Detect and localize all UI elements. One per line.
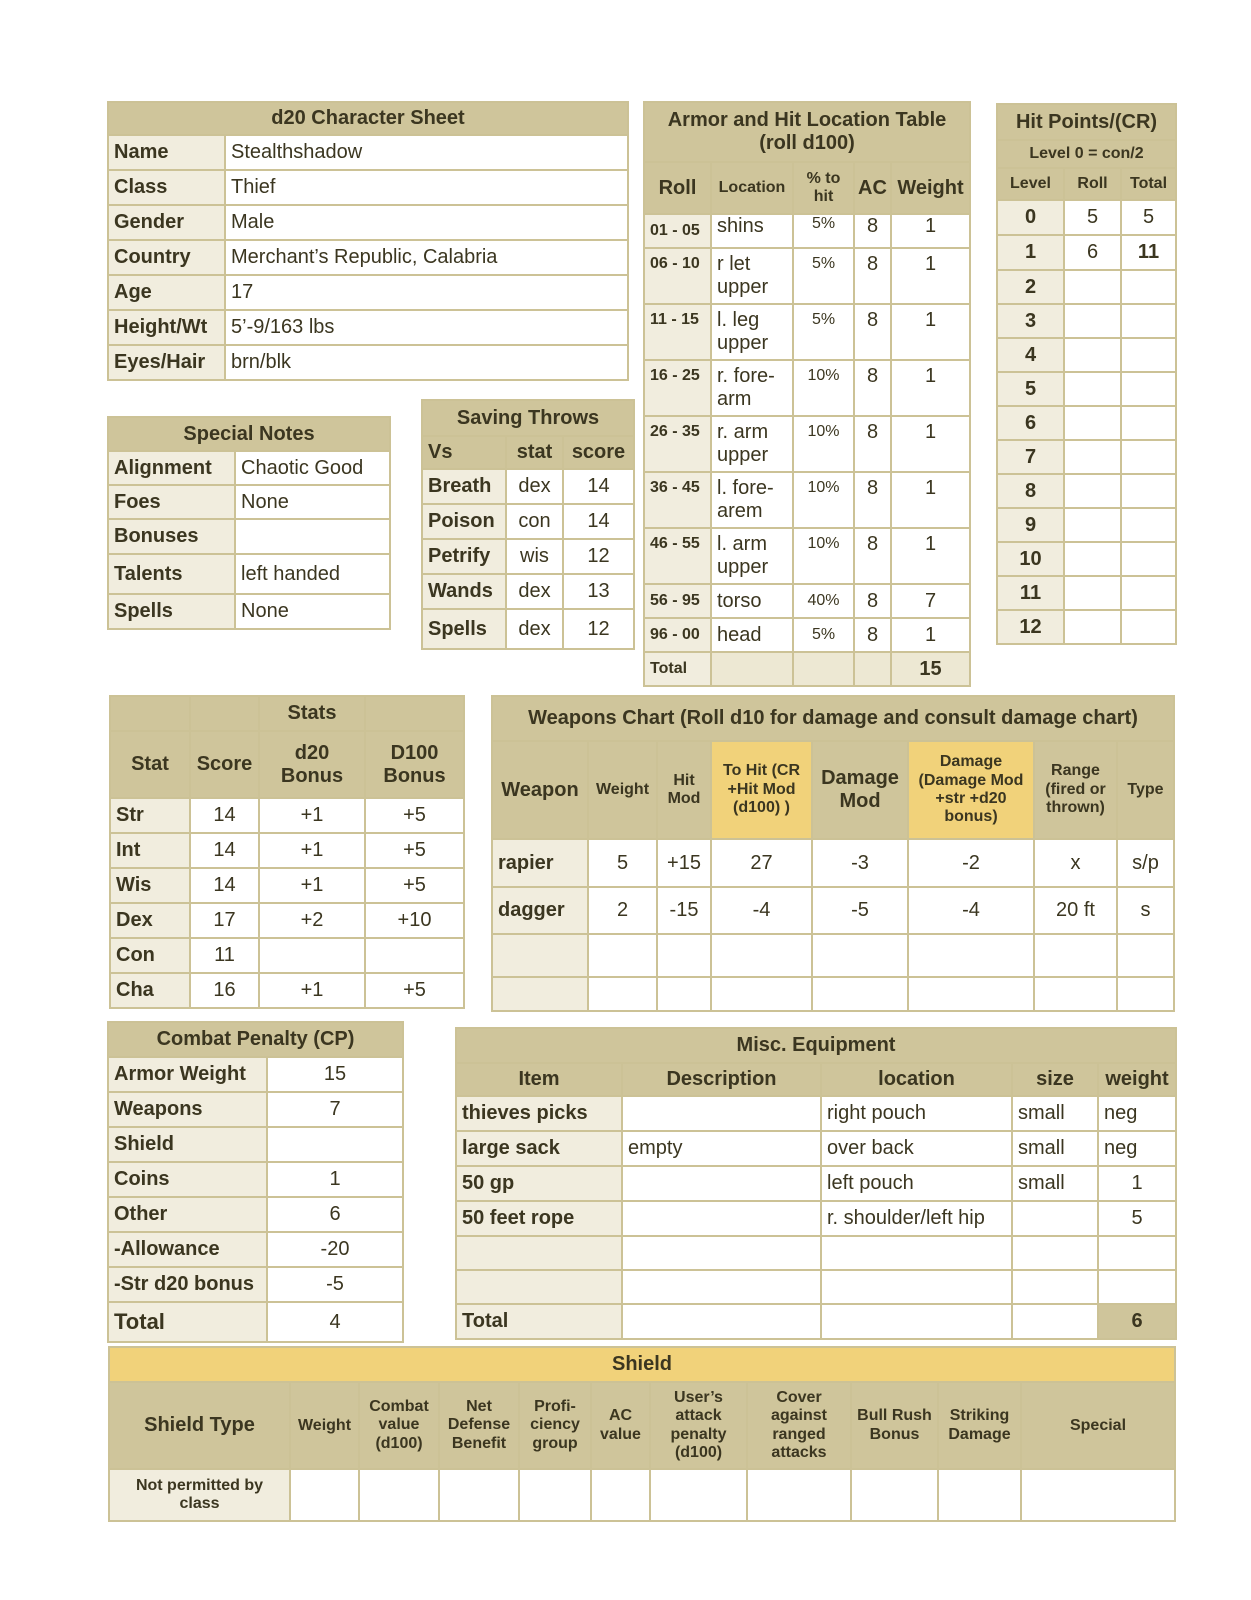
armor-ac: 8: [854, 360, 891, 416]
armor-pct: 10%: [793, 472, 854, 528]
equip-total-value: 6: [1098, 1304, 1176, 1339]
equipment-row: [456, 1096, 1176, 1131]
hp-total: [1121, 406, 1176, 440]
weapon-name: rapier: [492, 839, 588, 887]
hp-total: [1121, 372, 1176, 406]
cp-value: -5: [267, 1267, 403, 1302]
equip-description: [622, 1166, 821, 1201]
hp-roll: [1064, 508, 1121, 542]
hp-roll: [1064, 406, 1121, 440]
bonuses-value: [235, 519, 390, 554]
hp-total: [1121, 338, 1176, 372]
armor-row: [644, 472, 970, 528]
armor-ac: 8: [854, 248, 891, 304]
saving-header-stat: stat: [506, 436, 563, 469]
combat-penalty-title: Combat Penalty (CP): [108, 1022, 403, 1057]
cp-label: Coins: [108, 1162, 267, 1197]
age-value: 17: [225, 275, 628, 310]
armor-ac: 8: [854, 304, 891, 360]
hp-header-roll: Roll: [1064, 168, 1121, 200]
equip-description: empty: [622, 1131, 821, 1166]
stat-name: Cha: [110, 973, 190, 1008]
foes-value: None: [235, 485, 390, 519]
equip-weight: neg: [1098, 1096, 1176, 1131]
armor-panel: [643, 101, 971, 687]
armor-total-label: Total: [644, 652, 711, 686]
armor-location: head: [711, 618, 793, 652]
stat-score: 17: [190, 903, 259, 938]
armor-row: [644, 528, 970, 584]
weapons-header-range: Range (fired or thrown): [1034, 741, 1117, 839]
hp-roll: 6: [1064, 235, 1121, 270]
stats-panel: [109, 695, 465, 1009]
shield-row: [109, 1469, 1175, 1521]
cp-label: Armor Weight: [108, 1057, 267, 1092]
equipment-panel: [455, 1027, 1177, 1340]
character-table: [107, 101, 629, 381]
stat-score: 14: [190, 798, 259, 833]
weapon-range: 20 ft: [1034, 887, 1117, 934]
weapon-row: [492, 839, 1174, 887]
name-label: Name: [108, 135, 225, 170]
weapon-weight: 2: [588, 887, 657, 934]
hp-total: 5: [1121, 200, 1176, 235]
hitpoints-panel: [996, 103, 1177, 645]
cp-value: 6: [267, 1197, 403, 1232]
shield-header-net-defense: Net Defense Benefit: [439, 1382, 519, 1469]
country-label: Country: [108, 240, 225, 275]
stats-header-stat: Stat: [110, 731, 190, 798]
stat-d100: +5: [365, 798, 464, 833]
armor-weight: 1: [891, 214, 970, 248]
stat-d20: +1: [259, 798, 365, 833]
armor-roll: 11 - 15: [644, 304, 711, 360]
equip-total-label: Total: [456, 1304, 622, 1339]
hp-level: 1: [997, 235, 1064, 270]
armor-location: shins: [711, 214, 793, 248]
equip-weight: 1: [1098, 1166, 1176, 1201]
armor-weight: 1: [891, 360, 970, 416]
shield-header-combat: Combat value (d100): [359, 1382, 439, 1469]
hp-level: 12: [997, 610, 1064, 644]
armor-header-roll: Roll: [644, 162, 711, 214]
weapons-header-weapon: Weapon: [492, 741, 588, 839]
bonuses-label: Bonuses: [108, 519, 235, 554]
armor-weight: 1: [891, 248, 970, 304]
weapon-range: x: [1034, 839, 1117, 887]
shield-header-type: Shield Type: [109, 1382, 290, 1469]
armor-roll: 56 - 95: [644, 584, 711, 618]
equip-weight: 5: [1098, 1201, 1176, 1236]
hp-roll: [1064, 474, 1121, 508]
stat-d20: +1: [259, 868, 365, 903]
stats-table: [109, 695, 465, 1009]
talents-value: left handed: [235, 554, 390, 594]
equipment-title: Misc. Equipment: [456, 1028, 1176, 1063]
cp-value: [267, 1127, 403, 1162]
shield-header-ac: AC value: [591, 1382, 650, 1469]
hp-level: 4: [997, 338, 1064, 372]
cp-total-label: Total: [108, 1302, 267, 1342]
saving-score: 12: [563, 609, 634, 649]
armor-ac: 8: [854, 584, 891, 618]
cp-value: 7: [267, 1092, 403, 1127]
saving-throws-panel: [421, 399, 635, 650]
weapons-header-type: Type: [1117, 741, 1174, 839]
armor-weight: 1: [891, 304, 970, 360]
armor-row: [644, 618, 970, 652]
shield-header-special: Special: [1021, 1382, 1175, 1469]
special-notes-table: [107, 416, 391, 630]
shield-header-attack-penalty: User’s attack penalty (d100): [650, 1382, 747, 1469]
hp-total: [1121, 440, 1176, 474]
armor-weight: 7: [891, 584, 970, 618]
weapon-type: s/p: [1117, 839, 1174, 887]
stat-name: Dex: [110, 903, 190, 938]
cp-label: Weapons: [108, 1092, 267, 1127]
shield-type-value: Not permitted by class: [109, 1469, 290, 1521]
hp-total: [1121, 610, 1176, 644]
armor-location: r. fore-arm: [711, 360, 793, 416]
stat-score: 11: [190, 938, 259, 973]
stat-d20: +1: [259, 973, 365, 1008]
equip-location: right pouch: [821, 1096, 1012, 1131]
weapon-tohit: 27: [711, 839, 812, 887]
equip-item: 50 feet rope: [456, 1201, 622, 1236]
equip-header-item: Item: [456, 1063, 622, 1096]
hp-level: 5: [997, 372, 1064, 406]
hp-roll: [1064, 440, 1121, 474]
stat-name: Int: [110, 833, 190, 868]
armor-weight: 1: [891, 618, 970, 652]
weapon-row: [492, 887, 1174, 934]
hp-level: 3: [997, 304, 1064, 338]
hp-roll: [1064, 338, 1121, 372]
armor-weight: 1: [891, 472, 970, 528]
stat-name: Wis: [110, 868, 190, 903]
character-panel: [107, 101, 629, 381]
saving-header-vs: Vs: [422, 436, 506, 469]
saving-stat: con: [506, 504, 563, 539]
shield-title: Shield: [109, 1347, 1175, 1382]
armor-pct: 5%: [793, 618, 854, 652]
equipment-row: [456, 1201, 1176, 1236]
saving-vs: Breath: [422, 469, 506, 504]
armor-header-weight: Weight: [891, 162, 970, 214]
armor-roll: 01 - 05: [644, 214, 711, 248]
armor-header-pct: % to hit: [793, 162, 854, 214]
hp-roll: [1064, 576, 1121, 610]
shield-header-bull-rush: Bull Rush Bonus: [851, 1382, 938, 1469]
armor-header-location: Location: [711, 162, 793, 214]
stat-score: 16: [190, 973, 259, 1008]
stat-d100: [365, 938, 464, 973]
saving-throws-table: [421, 399, 635, 650]
armor-roll: 06 - 10: [644, 248, 711, 304]
armor-weight: 1: [891, 416, 970, 472]
stat-name: Con: [110, 938, 190, 973]
weapons-panel: [491, 695, 1175, 1012]
armor-pct: 10%: [793, 360, 854, 416]
weapons-header-tohit: To Hit (CR +Hit Mod (d100) ): [711, 741, 812, 839]
stats-title: Stats: [259, 696, 365, 731]
hp-header-total: Total: [1121, 168, 1176, 200]
stat-d20: [259, 938, 365, 973]
hp-level: 6: [997, 406, 1064, 440]
equip-location: r. shoulder/left hip: [821, 1201, 1012, 1236]
weapons-header-damage: Damage (Damage Mod +str +d20 bonus): [908, 741, 1034, 839]
weapon-damage: -2: [908, 839, 1034, 887]
armor-row: [644, 304, 970, 360]
armor-ac: 8: [854, 528, 891, 584]
armor-roll: 16 - 25: [644, 360, 711, 416]
shield-header-weight: Weight: [290, 1382, 359, 1469]
stat-d100: +5: [365, 868, 464, 903]
armor-roll: 96 - 00: [644, 618, 711, 652]
armor-roll: 36 - 45: [644, 472, 711, 528]
combat-penalty-panel: [107, 1021, 404, 1343]
armor-pct: 5%: [793, 248, 854, 304]
armor-weight: 1: [891, 528, 970, 584]
shield-header-striking: Striking Damage: [938, 1382, 1021, 1469]
spells-label: Spells: [108, 594, 235, 629]
cp-label: Other: [108, 1197, 267, 1232]
equip-item: 50 gp: [456, 1166, 622, 1201]
saving-throws-title: Saving Throws: [422, 400, 634, 436]
saving-stat: dex: [506, 609, 563, 649]
stat-d100: +5: [365, 833, 464, 868]
foes-label: Foes: [108, 485, 235, 519]
weapons-title: Weapons Chart (Roll d10 for damage and consult damage chart): [492, 696, 1174, 741]
armor-roll: 26 - 35: [644, 416, 711, 472]
weapon-hitmod: -15: [657, 887, 711, 934]
hp-total: [1121, 304, 1176, 338]
hp-level: 2: [997, 270, 1064, 304]
saving-stat: dex: [506, 469, 563, 504]
saving-header-score: score: [563, 436, 634, 469]
armor-location: l. arm upper: [711, 528, 793, 584]
shield-header-cover: Cover against ranged attacks: [747, 1382, 851, 1469]
hp-level: 8: [997, 474, 1064, 508]
equipment-row-empty: [456, 1236, 1176, 1270]
stat-score: 14: [190, 833, 259, 868]
armor-pct: 10%: [793, 416, 854, 472]
country-value: Merchant’s Republic, Calabria: [225, 240, 628, 275]
weapons-header-damagemod: Damage Mod: [812, 741, 908, 839]
saving-score: 13: [563, 574, 634, 609]
eyes-hair-value: brn/blk: [225, 345, 628, 380]
saving-vs: Wands: [422, 574, 506, 609]
shield-table: [108, 1346, 1176, 1522]
armor-ac: 8: [854, 214, 891, 248]
stat-name: Str: [110, 798, 190, 833]
weapon-weight: 5: [588, 839, 657, 887]
stat-d20: +1: [259, 833, 365, 868]
eyes-hair-label: Eyes/Hair: [108, 345, 225, 380]
hp-header-level: Level: [997, 168, 1064, 200]
saving-stat: dex: [506, 574, 563, 609]
height-weight-value: 5’-9/163 lbs: [225, 310, 628, 345]
gender-value: Male: [225, 205, 628, 240]
armor-title: Armor and Hit Location Table (roll d100): [644, 102, 970, 162]
gender-label: Gender: [108, 205, 225, 240]
armor-row: [644, 416, 970, 472]
shield-header-proficiency: Profi-ciency group: [519, 1382, 591, 1469]
weapon-row-empty: [492, 934, 1174, 977]
hp-roll: [1064, 542, 1121, 576]
armor-ac: 8: [854, 416, 891, 472]
talents-label: Talents: [108, 554, 235, 594]
equip-header-description: Description: [622, 1063, 821, 1096]
armor-row: [644, 214, 970, 248]
hp-total: [1121, 508, 1176, 542]
age-label: Age: [108, 275, 225, 310]
equip-header-size: size: [1012, 1063, 1098, 1096]
armor-total-value: 15: [891, 652, 970, 686]
spells-value: None: [235, 594, 390, 629]
equipment-row: [456, 1131, 1176, 1166]
weapons-table: [491, 695, 1175, 1012]
hp-total: [1121, 474, 1176, 508]
armor-pct: 10%: [793, 528, 854, 584]
armor-location: r. arm upper: [711, 416, 793, 472]
equip-size: small: [1012, 1131, 1098, 1166]
saving-vs: Poison: [422, 504, 506, 539]
armor-roll: 46 - 55: [644, 528, 711, 584]
hp-level: 7: [997, 440, 1064, 474]
hitpoints-table: [996, 103, 1177, 645]
character-title: d20 Character Sheet: [108, 102, 628, 135]
equipment-row: [456, 1166, 1176, 1201]
armor-pct: 5%: [793, 304, 854, 360]
weapon-name: dagger: [492, 887, 588, 934]
stat-d100: +5: [365, 973, 464, 1008]
armor-ac: 8: [854, 472, 891, 528]
height-weight-label: Height/Wt: [108, 310, 225, 345]
hp-total: 11: [1121, 235, 1176, 270]
equip-location: left pouch: [821, 1166, 1012, 1201]
weapon-damage: -4: [908, 887, 1034, 934]
equip-item: thieves picks: [456, 1096, 622, 1131]
cp-value: -20: [267, 1232, 403, 1267]
weapon-damagemod: -3: [812, 839, 908, 887]
alignment-label: Alignment: [108, 451, 235, 485]
armor-location: torso: [711, 584, 793, 618]
saving-vs: Spells: [422, 609, 506, 649]
stats-header-score: Score: [190, 731, 259, 798]
equip-description: [622, 1096, 821, 1131]
hp-level: 10: [997, 542, 1064, 576]
shield-panel: [108, 1346, 1176, 1522]
hp-level: 0: [997, 200, 1064, 235]
hitpoints-subtitle: Level 0 = con/2: [997, 140, 1176, 168]
hp-roll: [1064, 270, 1121, 304]
weapon-damagemod: -5: [812, 887, 908, 934]
armor-location: r let upper: [711, 248, 793, 304]
name-value: Stealthshadow: [225, 135, 628, 170]
hp-total: [1121, 270, 1176, 304]
saving-score: 12: [563, 539, 634, 574]
weapons-header-weight: Weight: [588, 741, 657, 839]
hp-roll: [1064, 304, 1121, 338]
alignment-value: Chaotic Good: [235, 451, 390, 485]
stat-score: 14: [190, 868, 259, 903]
armor-row: [644, 584, 970, 618]
hp-roll: [1064, 372, 1121, 406]
equip-header-weight: weight: [1098, 1063, 1176, 1096]
armor-table: [643, 101, 971, 687]
cp-label: -Allowance: [108, 1232, 267, 1267]
class-value: Thief: [225, 170, 628, 205]
saving-score: 14: [563, 469, 634, 504]
saving-stat: wis: [506, 539, 563, 574]
equip-weight: neg: [1098, 1131, 1176, 1166]
stats-header-d20: d20 Bonus: [259, 731, 365, 798]
weapon-row-empty: [492, 977, 1174, 1011]
equip-description: [622, 1201, 821, 1236]
cp-label: -Str d20 bonus: [108, 1267, 267, 1302]
combat-penalty-table: [107, 1021, 404, 1343]
armor-ac: 8: [854, 618, 891, 652]
armor-row: [644, 248, 970, 304]
hp-roll: 5: [1064, 200, 1121, 235]
armor-location: l. fore-arem: [711, 472, 793, 528]
armor-header-ac: AC: [854, 162, 891, 214]
armor-row: [644, 360, 970, 416]
cp-label: Shield: [108, 1127, 267, 1162]
equip-size: small: [1012, 1096, 1098, 1131]
saving-vs: Petrify: [422, 539, 506, 574]
equip-header-location: location: [821, 1063, 1012, 1096]
equipment-row-empty: [456, 1270, 1176, 1304]
cp-total-value: 4: [267, 1302, 403, 1342]
stat-d20: +2: [259, 903, 365, 938]
stats-header-d100: D100 Bonus: [365, 731, 464, 798]
hp-level: 9: [997, 508, 1064, 542]
hp-total: [1121, 576, 1176, 610]
armor-location: l. leg upper: [711, 304, 793, 360]
saving-score: 14: [563, 504, 634, 539]
stat-d100: +10: [365, 903, 464, 938]
weapon-tohit: -4: [711, 887, 812, 934]
class-label: Class: [108, 170, 225, 205]
equipment-table: [455, 1027, 1177, 1340]
armor-pct: 40%: [793, 584, 854, 618]
equip-size: [1012, 1201, 1098, 1236]
weapon-type: s: [1117, 887, 1174, 934]
hp-level: 11: [997, 576, 1064, 610]
equip-item: large sack: [456, 1131, 622, 1166]
hp-total: [1121, 542, 1176, 576]
special-notes-title: Special Notes: [108, 417, 390, 451]
hp-roll: [1064, 610, 1121, 644]
cp-value: 1: [267, 1162, 403, 1197]
special-notes-panel: [107, 416, 391, 630]
cp-value: 15: [267, 1057, 403, 1092]
weapons-header-hitmod: Hit Mod: [657, 741, 711, 839]
hitpoints-title: Hit Points/(CR): [997, 104, 1176, 140]
weapon-hitmod: +15: [657, 839, 711, 887]
equip-size: small: [1012, 1166, 1098, 1201]
armor-pct: 5%: [793, 214, 854, 248]
equip-location: over back: [821, 1131, 1012, 1166]
